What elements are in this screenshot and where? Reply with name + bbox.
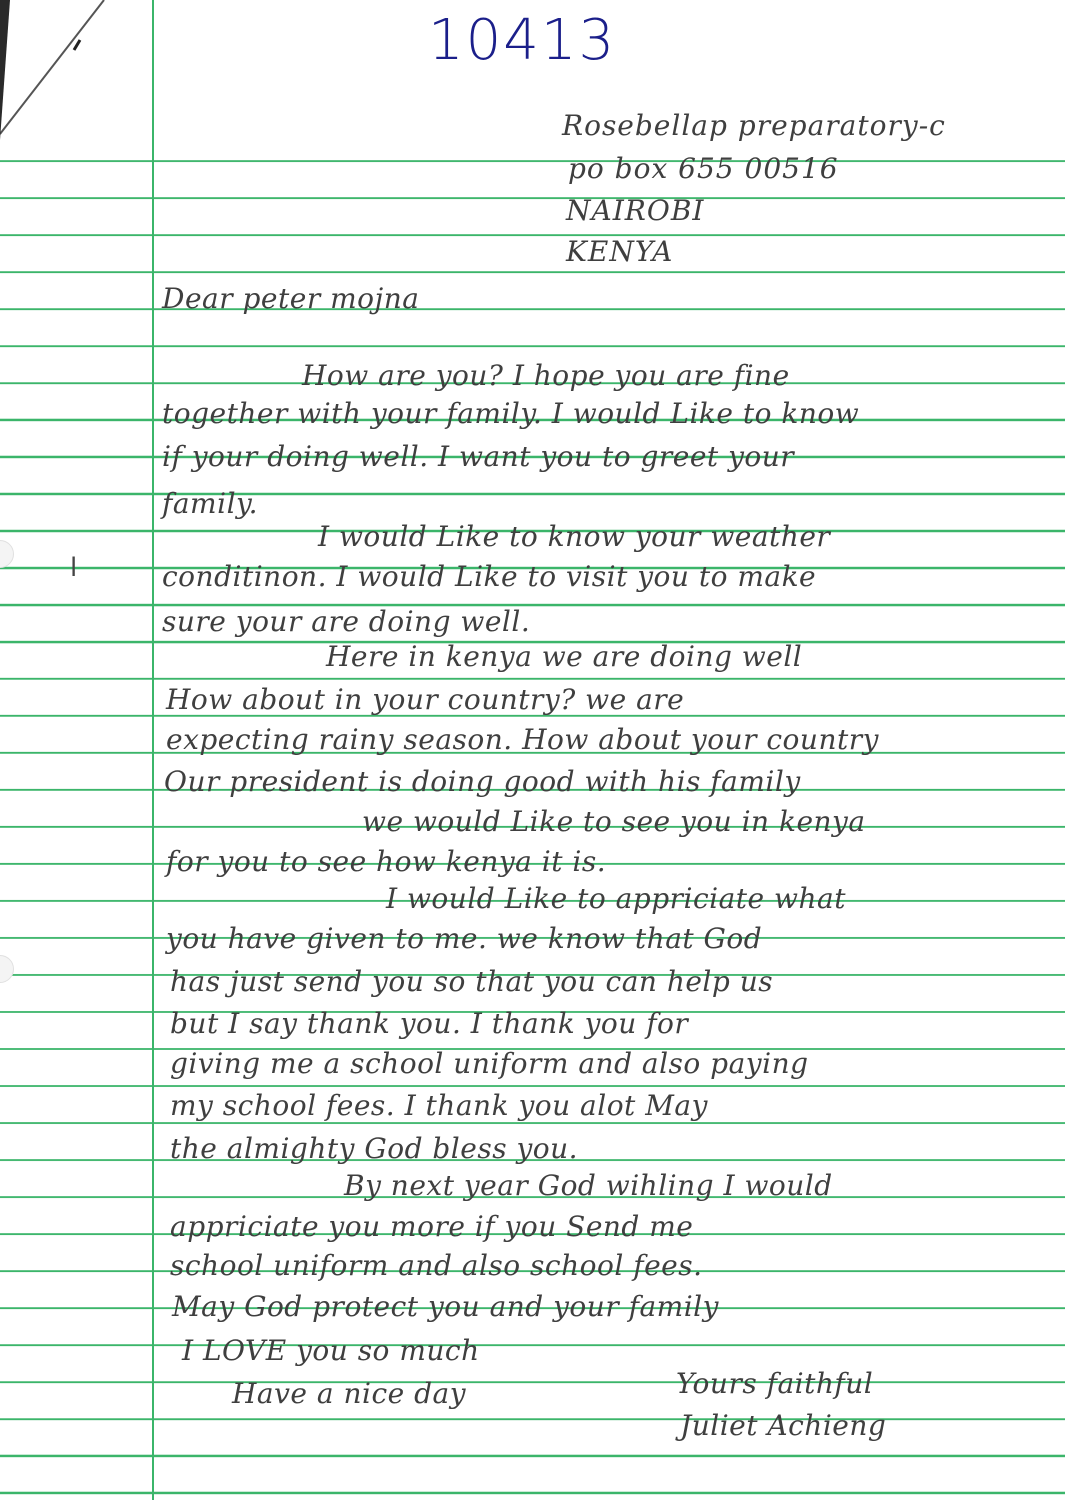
signature: Juliet Achieng: [680, 1409, 887, 1442]
body-line: together with your family. I would Like to know: [162, 397, 860, 430]
body-line: expecting rainy season. How about your country: [166, 723, 879, 756]
body-line: Here in kenya we are doing well: [326, 640, 803, 673]
address-line-4: KENYA: [566, 235, 674, 268]
body-line: sure your are doing well.: [162, 605, 531, 638]
body-line: family.: [162, 487, 259, 520]
margin-rule: [152, 0, 154, 1500]
address-line-2: po box 655 00516: [568, 152, 839, 185]
body-line: you have given to me. we know that God: [166, 922, 763, 955]
body-line: conditinon. I would Like to visit you to make: [162, 560, 817, 593]
body-line: I would Like to appriciate what: [386, 882, 846, 915]
body-line: but I say thank you. I thank you for: [170, 1007, 689, 1040]
body-line: if your doing well. I want you to greet your: [162, 440, 795, 473]
address-line-3: NAIROBI: [566, 194, 705, 227]
body-line: appriciate you more if you Send me: [170, 1210, 694, 1243]
folded-corner-icon: [0, 0, 110, 140]
body-line: has just send you so that you can help us: [170, 965, 774, 998]
body-line: Our president is doing good with his family: [164, 765, 801, 798]
body-line: my school fees. I thank you alot May: [170, 1089, 708, 1122]
document-number: 10413: [428, 8, 617, 73]
body-line: school uniform and also school fees.: [170, 1249, 703, 1282]
punch-hole: [0, 955, 14, 983]
body-line: giving me a school uniform and also paying: [170, 1047, 809, 1080]
body-line: I LOVE you so much: [182, 1334, 480, 1367]
closing-left: Have a nice day: [232, 1377, 467, 1410]
closing-right: Yours faithful: [676, 1367, 874, 1400]
salutation: Dear peter mojna: [162, 282, 420, 315]
body-line: By next year God wihling I would: [344, 1169, 833, 1202]
margin-mark: l: [70, 553, 78, 583]
body-line: How about in your country? we are: [166, 683, 685, 716]
body-line: May God protect you and your family: [172, 1290, 719, 1323]
body-line: the almighty God bless you.: [170, 1132, 579, 1165]
punch-hole: [0, 540, 14, 568]
body-line: How are you? I hope you are fine: [302, 359, 790, 392]
address-line-1: Rosebellap preparatory-c: [562, 109, 946, 142]
body-line: I would Like to know your weather: [318, 520, 831, 553]
body-line: for you to see how kenya it is.: [166, 845, 607, 878]
body-line: we would Like to see you in kenya: [362, 805, 866, 838]
